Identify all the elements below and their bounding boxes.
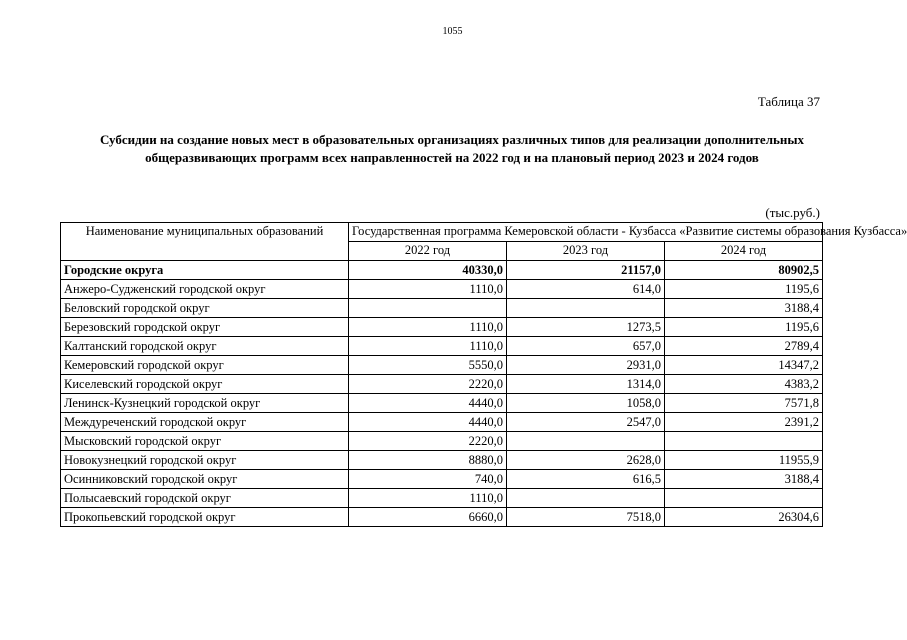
cell-2022: 6660,0 xyxy=(349,508,507,527)
cell-2023 xyxy=(507,489,665,508)
cell-2023: 7518,0 xyxy=(507,508,665,527)
cell-name: Полысаевский городской округ xyxy=(61,489,349,508)
cell-2022: 4440,0 xyxy=(349,413,507,432)
cell-2024 xyxy=(665,489,823,508)
table-row xyxy=(61,394,823,413)
cell-2024: 2789,4 xyxy=(665,337,823,356)
cell-name: Осинниковский городской округ xyxy=(61,470,349,489)
table-row-total xyxy=(61,261,823,280)
table-row xyxy=(61,489,823,508)
cell-2022: 1110,0 xyxy=(349,280,507,299)
table-row xyxy=(61,413,823,432)
cell-name: Городские округа xyxy=(61,261,349,280)
cell-2024: 26304,6 xyxy=(665,508,823,527)
cell-2024 xyxy=(665,432,823,451)
cell-2024: 11955,9 xyxy=(665,451,823,470)
cell-2024: 3188,4 xyxy=(665,470,823,489)
column-header-program: Государственная программа Кемеровской области - Кузбасса «Развитие системы образования Кузбасса» xyxy=(349,223,823,242)
table-row xyxy=(61,451,823,470)
cell-2022: 2220,0 xyxy=(349,432,507,451)
cell-2023: 1314,0 xyxy=(507,375,665,394)
column-header-2023: 2023 год xyxy=(507,242,665,261)
cell-2023: 21157,0 xyxy=(507,261,665,280)
table-row xyxy=(61,375,823,394)
cell-name: Калтанский городской округ xyxy=(61,337,349,356)
table-label: Таблица 37 xyxy=(757,94,820,109)
column-header-name: Наименование муниципальных образований xyxy=(61,223,349,261)
document-title: Субсидии на создание новых мест в образовательных организациях различных типов для реализации дополнительных общеразвивающих программ всех направленностей на 2022 год и на плановый период 2023 и 2024 годов xyxy=(99,132,805,165)
cell-name: Киселевский городской округ xyxy=(61,375,349,394)
cell-2023: 2628,0 xyxy=(507,451,665,470)
table-row xyxy=(61,337,823,356)
cell-2023: 657,0 xyxy=(507,337,665,356)
table-row xyxy=(61,299,823,318)
table-body xyxy=(61,261,823,527)
column-header-2024: 2024 год xyxy=(665,242,823,261)
cell-2023: 614,0 xyxy=(507,280,665,299)
cell-2023: 2547,0 xyxy=(507,413,665,432)
cell-2022: 1110,0 xyxy=(349,489,507,508)
cell-2023 xyxy=(507,299,665,318)
table-row xyxy=(61,356,823,375)
cell-2024: 80902,5 xyxy=(665,261,823,280)
cell-name: Кемеровский городской округ xyxy=(61,356,349,375)
cell-2024: 3188,4 xyxy=(665,299,823,318)
cell-2023: 1058,0 xyxy=(507,394,665,413)
cell-2022: 740,0 xyxy=(349,470,507,489)
cell-name: Беловский городской округ xyxy=(61,299,349,318)
cell-2024: 7571,8 xyxy=(665,394,823,413)
page-number: 1055 xyxy=(442,26,463,37)
cell-2022: 8880,0 xyxy=(349,451,507,470)
cell-2022: 2220,0 xyxy=(349,375,507,394)
cell-name: Ленинск-Кузнецкий городской округ xyxy=(61,394,349,413)
cell-2022: 5550,0 xyxy=(349,356,507,375)
cell-name: Новокузнецкий городской округ xyxy=(61,451,349,470)
cell-name: Прокопьевский городской округ xyxy=(61,508,349,527)
cell-2023: 1273,5 xyxy=(507,318,665,337)
cell-2024: 1195,6 xyxy=(665,318,823,337)
cell-2022: 1110,0 xyxy=(349,318,507,337)
table-row xyxy=(61,470,823,489)
unit-note: (тыс.руб.) xyxy=(765,205,820,220)
cell-2023: 616,5 xyxy=(507,470,665,489)
cell-2022: 1110,0 xyxy=(349,337,507,356)
cell-name: Березовский городской округ xyxy=(61,318,349,337)
cell-2024: 2391,2 xyxy=(665,413,823,432)
cell-2022: 4440,0 xyxy=(349,394,507,413)
cell-2022 xyxy=(349,299,507,318)
cell-2022: 40330,0 xyxy=(349,261,507,280)
cell-2024: 1195,6 xyxy=(665,280,823,299)
table-row xyxy=(61,432,823,451)
subsidy-table xyxy=(60,222,907,527)
cell-2023: 2931,0 xyxy=(507,356,665,375)
table-row xyxy=(61,280,823,299)
cell-2024: 14347,2 xyxy=(665,356,823,375)
column-header-2022: 2022 год xyxy=(349,242,507,261)
table-row xyxy=(61,318,823,337)
cell-name: Междуреченский городской округ xyxy=(61,413,349,432)
cell-name: Анжеро-Судженский городской округ xyxy=(61,280,349,299)
table-row xyxy=(61,508,823,527)
cell-name: Мысковский городской округ xyxy=(61,432,349,451)
cell-2023 xyxy=(507,432,665,451)
cell-2024: 4383,2 xyxy=(665,375,823,394)
